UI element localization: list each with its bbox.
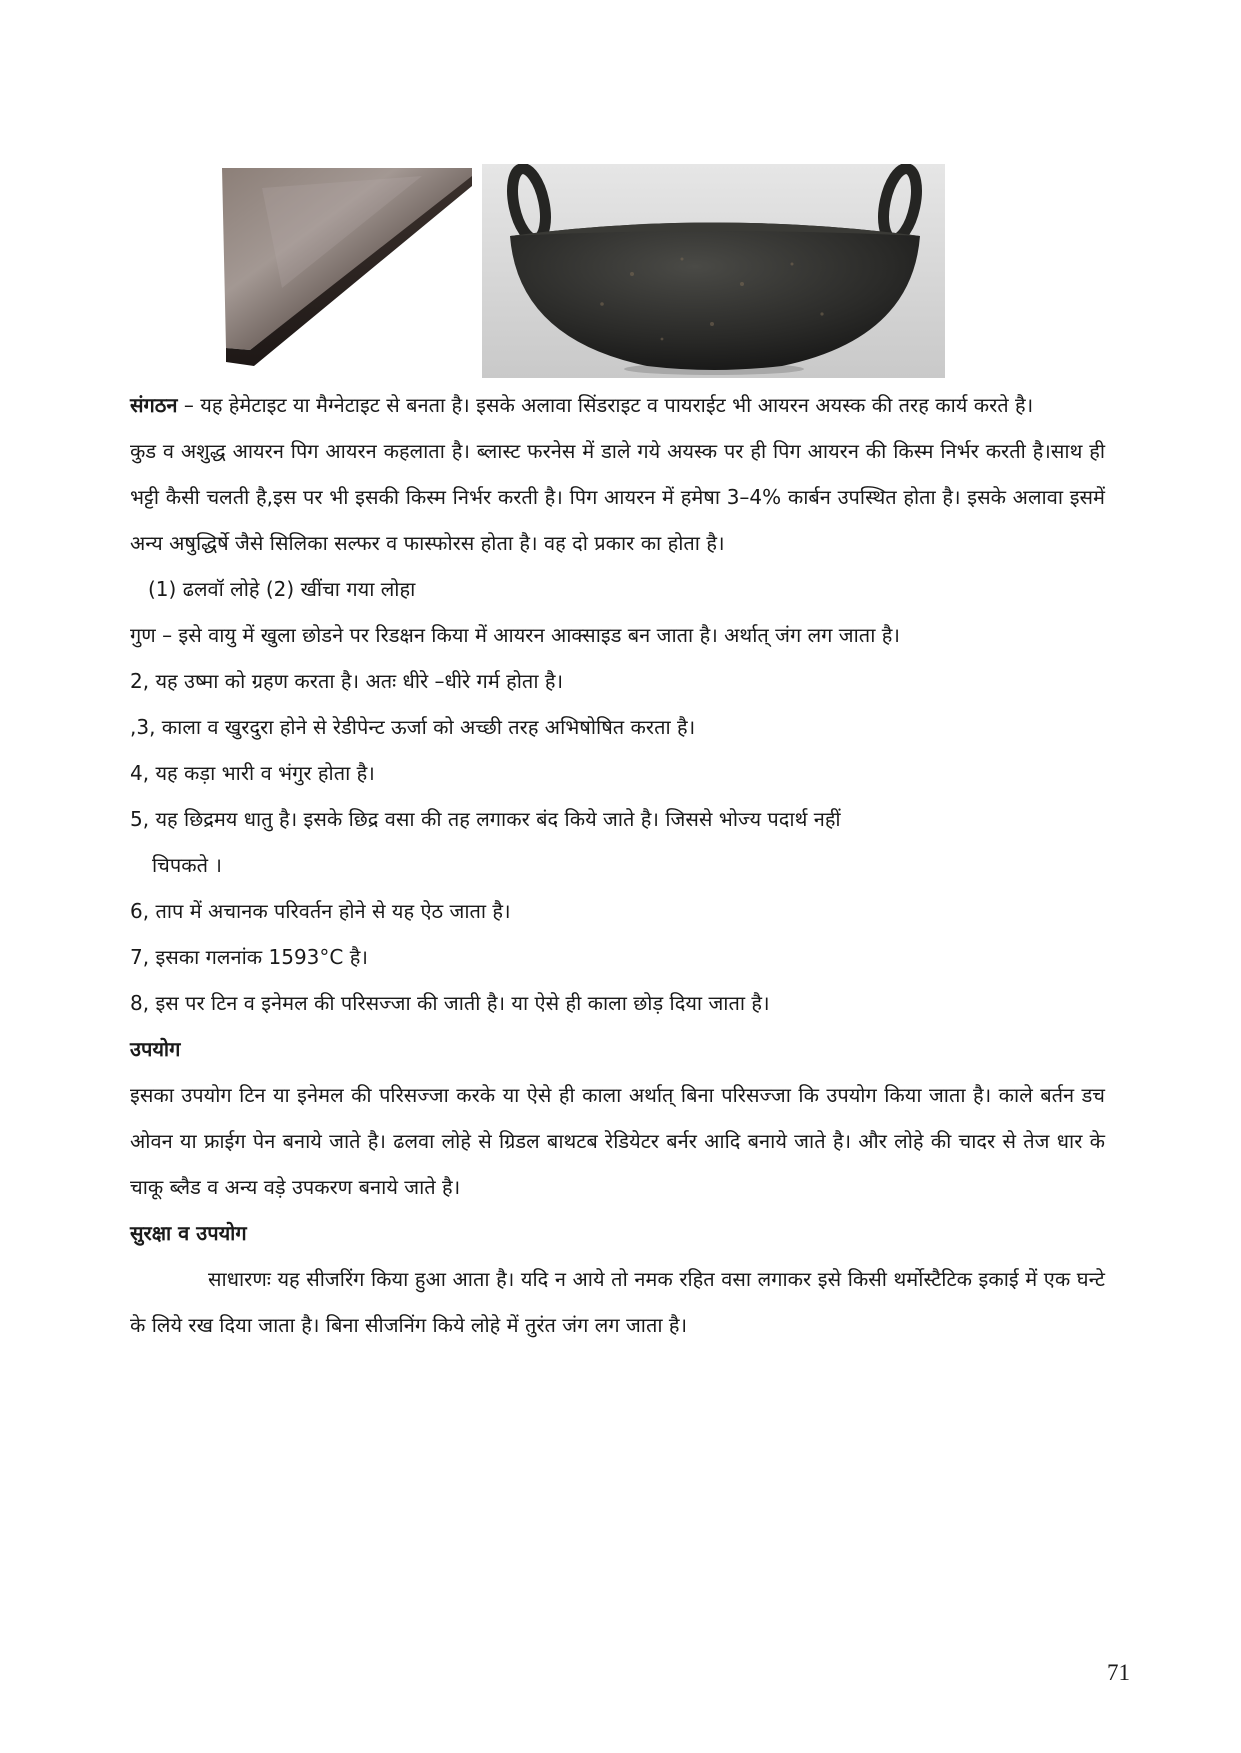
uses-heading: उपयोग [130, 1037, 181, 1061]
property-item: 8, इस पर टिन व इनेमल की परिसज्जा की जाती है। या ऐसे ही काला छोड़ दिया जाता है। [130, 991, 770, 1015]
document-body [130, 382, 1105, 1348]
iron-kadai-photo [482, 164, 945, 378]
property-item: 2, यह उष्मा को ग्रहण करता है। अतः धीरे –धीरे गर्म होता है। [130, 669, 564, 693]
property-item: 5, यह छिद्रमय धातु है। इसके छिद्र वसा की तह लगाकर बंद किये जाते है। जिससे भोज्य पदार्थ नहीं [130, 807, 841, 831]
safety-heading: सुरक्षा व उपयोग [130, 1221, 247, 1245]
property-item: 4, यह कड़ा भारी व भंगुर होता है। [130, 761, 375, 785]
property-item: ,3, काला व खुरदुरा होने से रेडीपेन्ट ऊर्जा को अच्छी तरह अभिषोषित करता है। [130, 715, 696, 739]
property-item: 7, इसका गलनांक 1593°C है। [130, 945, 368, 969]
uses-paragraph: इसका उपयोग टिन या इनेमल की परिसज्जा करके या ऐसे ही काला अर्थात् बिना परिसज्जा कि उपयोग किया जाता है। काले बर्तन डच ओवन या फ्राईग पेन बनाये जाते है। ढलवा लोहे से ग्रिडल बाथटब रेडियेटर बर्नर आदि बनाये जाते है। और लोहे की चादर से तेज धार के चाकू ब्लैड व अन्य वड़े उपकरण बनाये जाते है। [130, 1083, 1105, 1199]
property-item-continuation: चिपकते । [152, 853, 222, 877]
properties-intro-line: गुण – इसे वायु में खुला छोडने पर रिडक्षन किया में आयरन आक्साइड बन जाता है। अर्थात् जंग लग जाता है। [130, 623, 900, 647]
composition-heading: संगठन [130, 393, 178, 417]
iron-types-line: (1) ढलवॉ लोहे (2) खींचा गया लोहा [148, 577, 416, 601]
page-number: 71 [1107, 1660, 1130, 1685]
iron-sheet-photo [222, 168, 472, 371]
composition-text: – यह हेमेटाइट या मैग्नेटाइट से बनता है। इसके अलावा सिंडराइट व पायराईट भी आयरन अयस्क की तरह कार्य करते है। [177, 393, 1034, 417]
pig-iron-paragraph: कुड व अशुद्ध आयरन पिग आयरन कहलाता है। ब्लास्ट फरनेस में डाले गये अयस्क पर ही पिग आयरन की किस्म निर्भर करती है।साथ ही भट्टी कैसी चलती है,इस पर भी इसकी किस्म निर्भर करती है। पिग आयरन में हमेषा 3–4% कार्बन उपस्थित होता है। इसके अलावा इसमें अन्य अषुद्धिर्षे जैसे सिलिका सल्फर व फास्फोरस होता है। वह दो प्रकार का होता है। [130, 439, 1105, 555]
property-item: 6, ताप में अचानक परिवर्तन होने से यह ऐठ जाता है। [130, 899, 511, 923]
safety-paragraph: साधारणः यह सीजरिंग किया हुआ आता है। यदि न आये तो नमक रहित वसा लगाकर इसे किसी थर्मोस्टैटिक इकाई में एक घन्टे के लिये रख दिया जाता है। बिना सीजनिंग किये लोहे में तुरंत जंग लग जाता है। [130, 1267, 1105, 1337]
composition-paragraph [130, 382, 1105, 428]
